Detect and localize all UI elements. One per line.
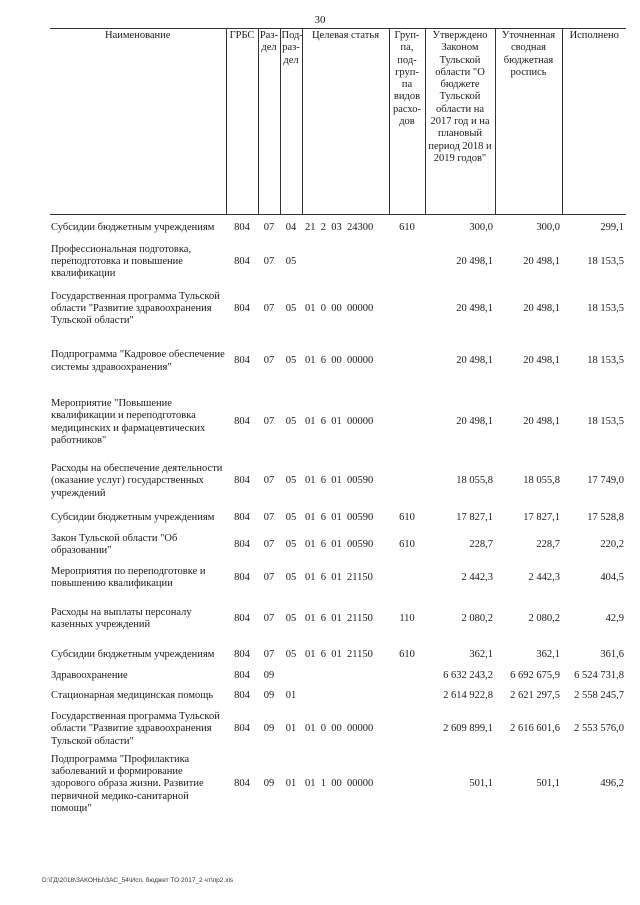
row-executed: 2 558 245,7 [574,690,624,702]
header-target: Целевая статья [302,29,389,215]
row-name: Государственная программа Тульской области "Развитие здравоохранения Тульской области" [51,711,220,747]
row-razdel: 07 [263,302,275,314]
row-target: 01 6 01 00000 [305,416,374,428]
row-executed: 404,5 [600,571,624,583]
row-executed: 17 528,8 [587,511,624,523]
row-target [302,670,389,684]
header-podrazdel: Под-раз-дел [280,29,302,215]
row-name: Профессиональная подготовка, переподготовка и повышение квалификации [51,243,192,280]
budget-table [50,28,626,820]
row-group [389,684,425,710]
row-razdel: 07 [263,255,275,267]
row-group [389,242,425,283]
row-podrazdel: 05 [285,475,297,487]
row-approved: 20 498,1 [456,255,493,267]
row-refined: 228,7 [536,538,560,550]
row-group: 610 [399,649,415,661]
row-grbs: 804 [234,475,250,487]
table-row [50,597,626,642]
row-group [389,670,425,684]
table-row [50,215,626,242]
header-refined: Уточненная сводная бюджетная роспись [495,29,562,215]
row-podrazdel: 01 [285,723,297,735]
row-refined: 501,1 [536,778,560,790]
header-approved: Утверждено Законом Тульской области "О бюджете Тульской области на 2017 год и на плановый период 2018 и 2019 годов" [425,29,495,215]
row-podrazdel: 05 [285,416,297,428]
row-target: 01 6 01 00590 [305,511,374,523]
row-approved: 2 080,2 [461,612,493,624]
row-name: Подпрограмма "Профилактика заболеваний и формирование здорового образа жизни. Развитие первичной медико-санитарной помощи" [51,753,204,814]
row-group [389,283,425,336]
row-target: 01 6 01 00590 [305,475,374,487]
row-name: Мероприятие "Повышение квалификации и переподготовка медицинских и фармацевтических работников" [51,397,206,446]
row-approved: 2 614 922,8 [443,690,493,702]
row-podrazdel: 01 [285,778,297,790]
row-grbs: 804 [234,778,250,790]
row-name: Подпрограмма "Кадровое обеспечение системы здравоохранения" [51,349,225,373]
row-podrazdel: 01 [285,690,297,702]
row-executed: 42,9 [605,612,624,624]
header-grbs: ГРБС [226,29,258,215]
row-razdel: 07 [263,612,275,624]
row-executed: 361,6 [600,649,624,661]
row-target: 01 0 00 00000 [305,723,374,735]
header-executed: Исполнено [562,29,626,215]
row-target: 01 1 00 00000 [305,778,374,790]
row-refined: 20 498,1 [523,302,560,314]
row-grbs: 804 [234,416,250,428]
table-row [50,531,626,560]
row-name: Закон Тульской области "Об образовании" [51,532,178,556]
row-executed: 6 524 731,8 [574,670,624,682]
row-executed: 17 749,0 [587,475,624,487]
row-name: Государственная программа Тульской области "Развитие здравоохранения Тульской области" [51,290,220,327]
row-group [389,750,425,820]
row-grbs: 804 [234,355,250,367]
row-grbs: 804 [234,538,250,550]
row-target: 01 6 01 21150 [305,612,373,624]
row-approved: 2 442,3 [461,571,493,583]
row-refined: 2 080,2 [528,612,560,624]
row-target [302,242,389,283]
table-row [50,750,626,820]
row-group: 110 [399,612,415,624]
row-refined: 20 498,1 [523,355,560,367]
table-row [50,670,626,684]
row-approved: 20 498,1 [456,416,493,428]
header-group: Груп-па, под-груп-па видов расхо-дов [389,29,425,215]
row-target: 01 6 01 00590 [305,538,374,550]
row-approved: 18 055,8 [456,475,493,487]
row-refined: 17 827,1 [523,511,560,523]
row-name: Расходы на обеспечение деятельности (оказание услуг) государственных учреждений [51,463,223,499]
table-row [50,388,626,458]
row-refined: 20 498,1 [523,416,560,428]
table-row [50,336,626,388]
table-row [50,642,626,670]
row-name: Субсидии бюджетным учреждениям [51,222,215,234]
row-grbs: 804 [234,649,250,661]
row-razdel: 07 [263,222,275,234]
row-razdel: 07 [263,511,275,523]
row-podrazdel [280,670,302,684]
row-grbs: 804 [234,723,250,735]
row-grbs: 804 [234,571,250,583]
row-razdel: 09 [263,670,275,682]
row-group: 610 [399,222,415,234]
row-approved: 2 609 899,1 [443,723,493,735]
header-razdel: Раз-дел [258,29,280,215]
row-refined: 20 498,1 [523,255,560,267]
row-group [389,458,425,506]
row-executed: 220,2 [600,538,624,550]
row-razdel: 07 [263,416,275,428]
row-target: 01 6 01 21150 [305,571,373,583]
row-razdel: 09 [263,778,275,790]
table-row [50,283,626,336]
row-target: 21 2 03 24300 [305,222,374,234]
row-target: 01 6 00 00000 [305,355,374,367]
row-razdel: 07 [263,571,275,583]
row-name: Стационарная медицинская помощь [51,690,214,702]
row-approved: 362,1 [469,649,493,661]
table-row [50,560,626,597]
row-refined: 362,1 [536,649,560,661]
row-grbs: 804 [234,511,250,523]
row-grbs: 804 [234,222,250,234]
table-row [50,684,626,710]
row-grbs: 804 [234,612,250,624]
row-approved: 228,7 [469,538,493,550]
row-approved: 20 498,1 [456,302,493,314]
table-row [50,710,626,750]
file-path-footer: D:\ГД\2018\ЗАКОНЫ\ЗАС_54\Исп. бюджет ТО 2017_2 чт\пр2.xls [42,877,234,884]
row-executed: 18 153,5 [587,416,624,428]
table-row [50,458,626,506]
row-grbs: 804 [234,690,250,702]
row-razdel: 07 [263,538,275,550]
row-grbs: 804 [234,670,250,682]
row-executed: 496,2 [600,778,624,790]
row-refined: 2 616 601,6 [510,723,560,735]
row-approved: 6 632 243,2 [443,670,493,682]
row-target: 01 0 00 00000 [305,302,374,314]
row-grbs: 804 [234,255,250,267]
row-grbs: 804 [234,302,250,314]
row-approved: 300,0 [469,222,493,234]
row-podrazdel: 05 [285,511,297,523]
row-razdel: 07 [263,649,275,661]
row-approved: 17 827,1 [456,511,493,523]
row-group [389,336,425,388]
row-executed: 18 153,5 [587,255,624,267]
row-podrazdel: 05 [285,355,297,367]
page-number: 30 [314,14,326,26]
row-podrazdel: 05 [285,302,297,314]
row-target: 01 6 01 21150 [305,649,373,661]
table-row [50,242,626,283]
row-group: 610 [399,538,415,550]
header-row [50,29,626,215]
row-approved: 501,1 [469,778,493,790]
row-group [389,388,425,458]
row-group: 610 [399,511,415,523]
row-refined: 2 442,3 [528,571,560,583]
row-podrazdel: 05 [285,649,297,661]
row-name: Расходы на выплаты персоналу казенных учреждений [51,606,192,630]
row-target [302,684,389,710]
row-approved: 20 498,1 [456,355,493,367]
row-podrazdel: 05 [285,255,297,267]
row-executed: 299,1 [600,222,624,234]
row-refined: 18 055,8 [523,475,560,487]
row-group [389,710,425,750]
row-name: Субсидии бюджетным учреждениям [51,511,215,523]
row-podrazdel: 05 [285,571,297,583]
header-name: Наименование [50,29,226,215]
row-name: Субсидии бюджетным учреждениям [51,649,215,661]
row-name: Мероприятия по переподготовке и повышению квалификации [51,565,206,589]
row-podrazdel: 04 [285,222,297,234]
row-executed: 18 153,5 [587,355,624,367]
row-refined: 2 621 297,5 [510,690,560,702]
row-podrazdel: 05 [285,538,297,550]
row-refined: 6 692 675,9 [510,670,560,682]
row-razdel: 09 [263,723,275,735]
row-razdel: 07 [263,355,275,367]
row-group [389,560,425,597]
table-row [50,506,626,531]
row-name: Здравоохранение [51,670,128,682]
row-podrazdel: 05 [285,612,297,624]
row-razdel: 07 [263,475,275,487]
row-razdel: 09 [263,690,275,702]
row-refined: 300,0 [536,222,560,234]
row-executed: 18 153,5 [587,302,624,314]
row-executed: 2 553 576,0 [574,723,624,735]
